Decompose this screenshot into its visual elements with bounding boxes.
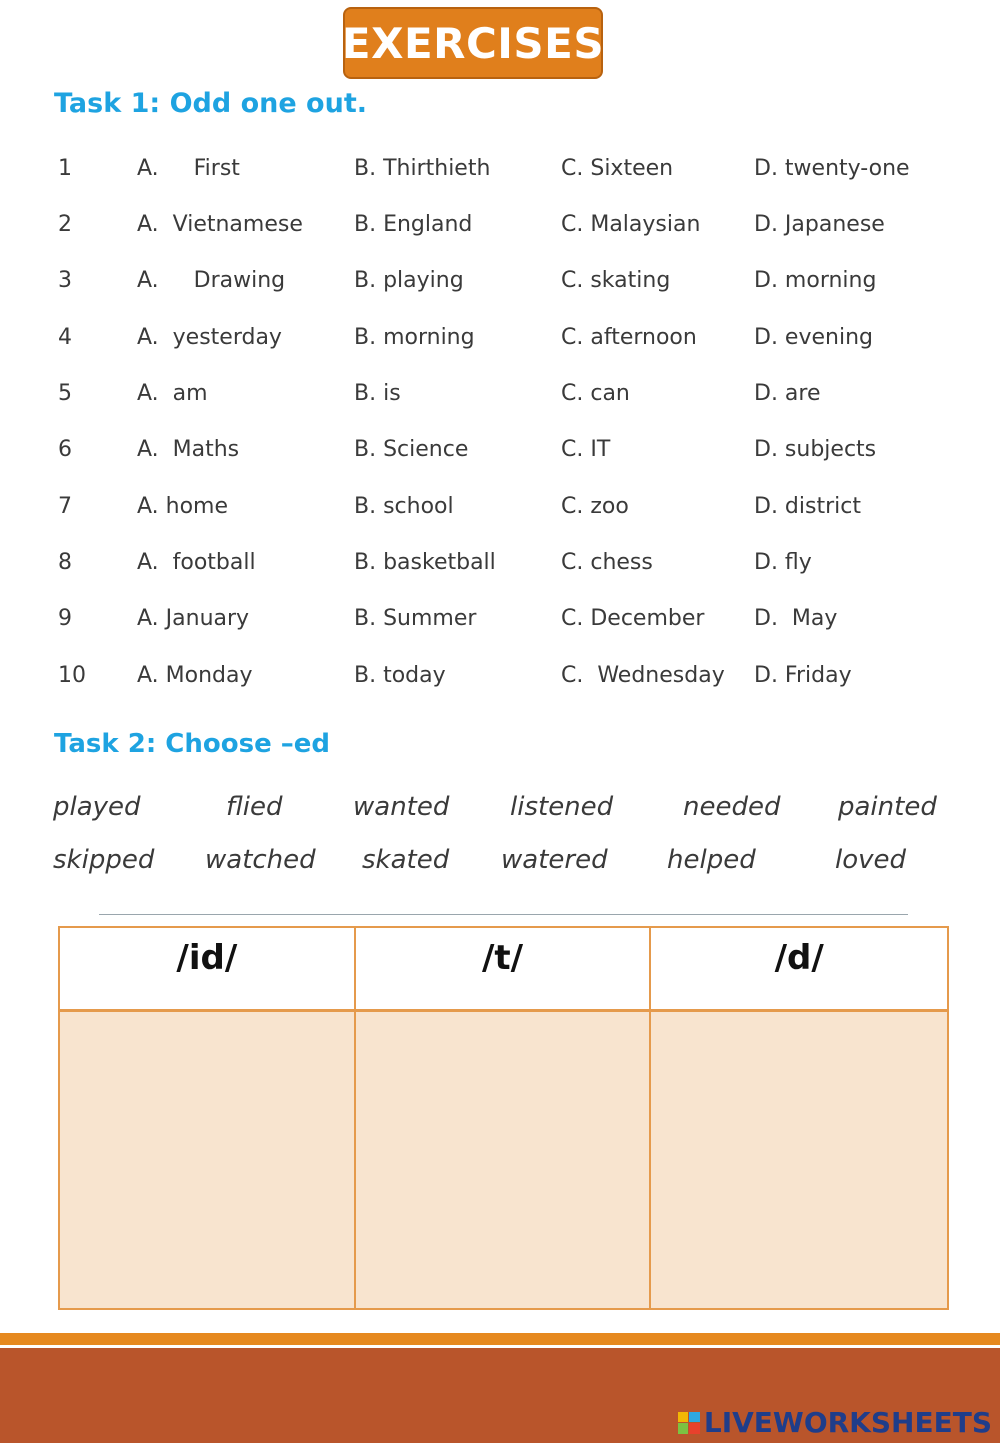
option-d[interactable]: D. fly: [754, 550, 812, 575]
option-a[interactable]: A. January: [137, 606, 250, 631]
word-chip[interactable]: wanted: [353, 792, 450, 822]
option-b[interactable]: B. is: [354, 381, 401, 406]
option-d[interactable]: D. Japanese: [754, 212, 885, 237]
option-c[interactable]: C. can: [561, 381, 630, 406]
option-b[interactable]: B. England: [354, 212, 473, 237]
drop-zone-id[interactable]: [60, 1012, 356, 1308]
column-header-t: /t/: [356, 928, 652, 1012]
option-a[interactable]: A. Vietnamese: [137, 212, 303, 237]
question-number: 9: [58, 606, 72, 631]
question-row-3: [0, 268, 1000, 308]
option-c[interactable]: C. afternoon: [561, 325, 697, 350]
question-number: 4: [58, 325, 72, 350]
word-chip[interactable]: watched: [205, 845, 316, 875]
word-chip[interactable]: loved: [835, 845, 907, 875]
option-d[interactable]: D. subjects: [754, 437, 877, 462]
task1-heading: Task 1: Odd one out.: [54, 88, 367, 119]
column-header-d: /d/: [651, 928, 947, 1012]
sorting-table: [58, 926, 949, 1310]
option-c[interactable]: C. Malaysian: [561, 212, 701, 237]
option-a[interactable]: A. First: [137, 156, 240, 181]
question-number: 1: [58, 156, 72, 181]
drop-zone-d[interactable]: [651, 1012, 947, 1308]
option-a[interactable]: A. Drawing: [137, 268, 286, 293]
question-row-7: [0, 494, 1000, 534]
option-c[interactable]: C. IT: [561, 437, 611, 462]
page-title: EXERCISES: [343, 7, 603, 79]
word-chip[interactable]: skated: [362, 845, 450, 875]
option-c[interactable]: C. December: [561, 606, 705, 631]
question-number: 7: [58, 494, 72, 519]
option-b[interactable]: B. school: [354, 494, 454, 519]
word-chip[interactable]: played: [53, 792, 141, 822]
option-d[interactable]: D. May: [754, 606, 838, 631]
option-b[interactable]: B. Summer: [354, 606, 477, 631]
question-number: 10: [58, 663, 86, 688]
word-chip[interactable]: listened: [510, 792, 614, 822]
question-row-9: [0, 606, 1000, 646]
word-chip[interactable]: painted: [838, 792, 937, 822]
option-b[interactable]: B. today: [354, 663, 446, 688]
question-row-1: [0, 156, 1000, 196]
option-d[interactable]: D. district: [754, 494, 861, 519]
question-row-6: [0, 437, 1000, 477]
question-number: 6: [58, 437, 72, 462]
option-b[interactable]: B. Science: [354, 437, 469, 462]
option-a[interactable]: A. am: [137, 381, 208, 406]
option-d[interactable]: D. evening: [754, 325, 873, 350]
drop-zone-t[interactable]: [356, 1012, 652, 1308]
logo-text: LIVEWORKSHEETS: [703, 1406, 992, 1439]
question-row-2: [0, 212, 1000, 252]
footer: [0, 1348, 1000, 1443]
option-a[interactable]: A. Maths: [137, 437, 240, 462]
word-chip[interactable]: helped: [667, 845, 756, 875]
task2-heading: Task 2: Choose –ed: [54, 729, 331, 759]
liveworksheets-grid-icon: [678, 1412, 700, 1434]
word-chip[interactable]: skipped: [53, 845, 155, 875]
divider: [99, 914, 908, 915]
question-row-4: [0, 325, 1000, 365]
option-b[interactable]: B. playing: [354, 268, 464, 293]
word-chip[interactable]: watered: [501, 845, 608, 875]
option-c[interactable]: C. zoo: [561, 494, 629, 519]
footer-band: [0, 1333, 1000, 1345]
column-header-id: /id/: [60, 928, 356, 1012]
question-row-5: [0, 381, 1000, 421]
option-b[interactable]: B. morning: [354, 325, 475, 350]
liveworksheets-logo[interactable]: [678, 1406, 992, 1439]
word-chip[interactable]: needed: [683, 792, 781, 822]
option-a[interactable]: A. football: [137, 550, 256, 575]
option-a[interactable]: A. yesterday: [137, 325, 282, 350]
word-chip[interactable]: flied: [226, 792, 283, 822]
question-number: 5: [58, 381, 72, 406]
option-b[interactable]: B. basketball: [354, 550, 496, 575]
question-number: 3: [58, 268, 72, 293]
option-d[interactable]: D. are: [754, 381, 821, 406]
question-row-8: [0, 550, 1000, 590]
option-c[interactable]: C. Sixteen: [561, 156, 674, 181]
option-c[interactable]: C. skating: [561, 268, 671, 293]
option-a[interactable]: A. Monday: [137, 663, 253, 688]
option-d[interactable]: D. morning: [754, 268, 877, 293]
option-c[interactable]: C. Wednesday: [561, 663, 725, 688]
question-row-10: [0, 663, 1000, 703]
option-b[interactable]: B. Thirthieth: [354, 156, 491, 181]
question-number: 8: [58, 550, 72, 575]
option-c[interactable]: C. chess: [561, 550, 653, 575]
option-a[interactable]: A. home: [137, 494, 229, 519]
option-d[interactable]: D. twenty-one: [754, 156, 910, 181]
option-d[interactable]: D. Friday: [754, 663, 852, 688]
question-number: 2: [58, 212, 72, 237]
